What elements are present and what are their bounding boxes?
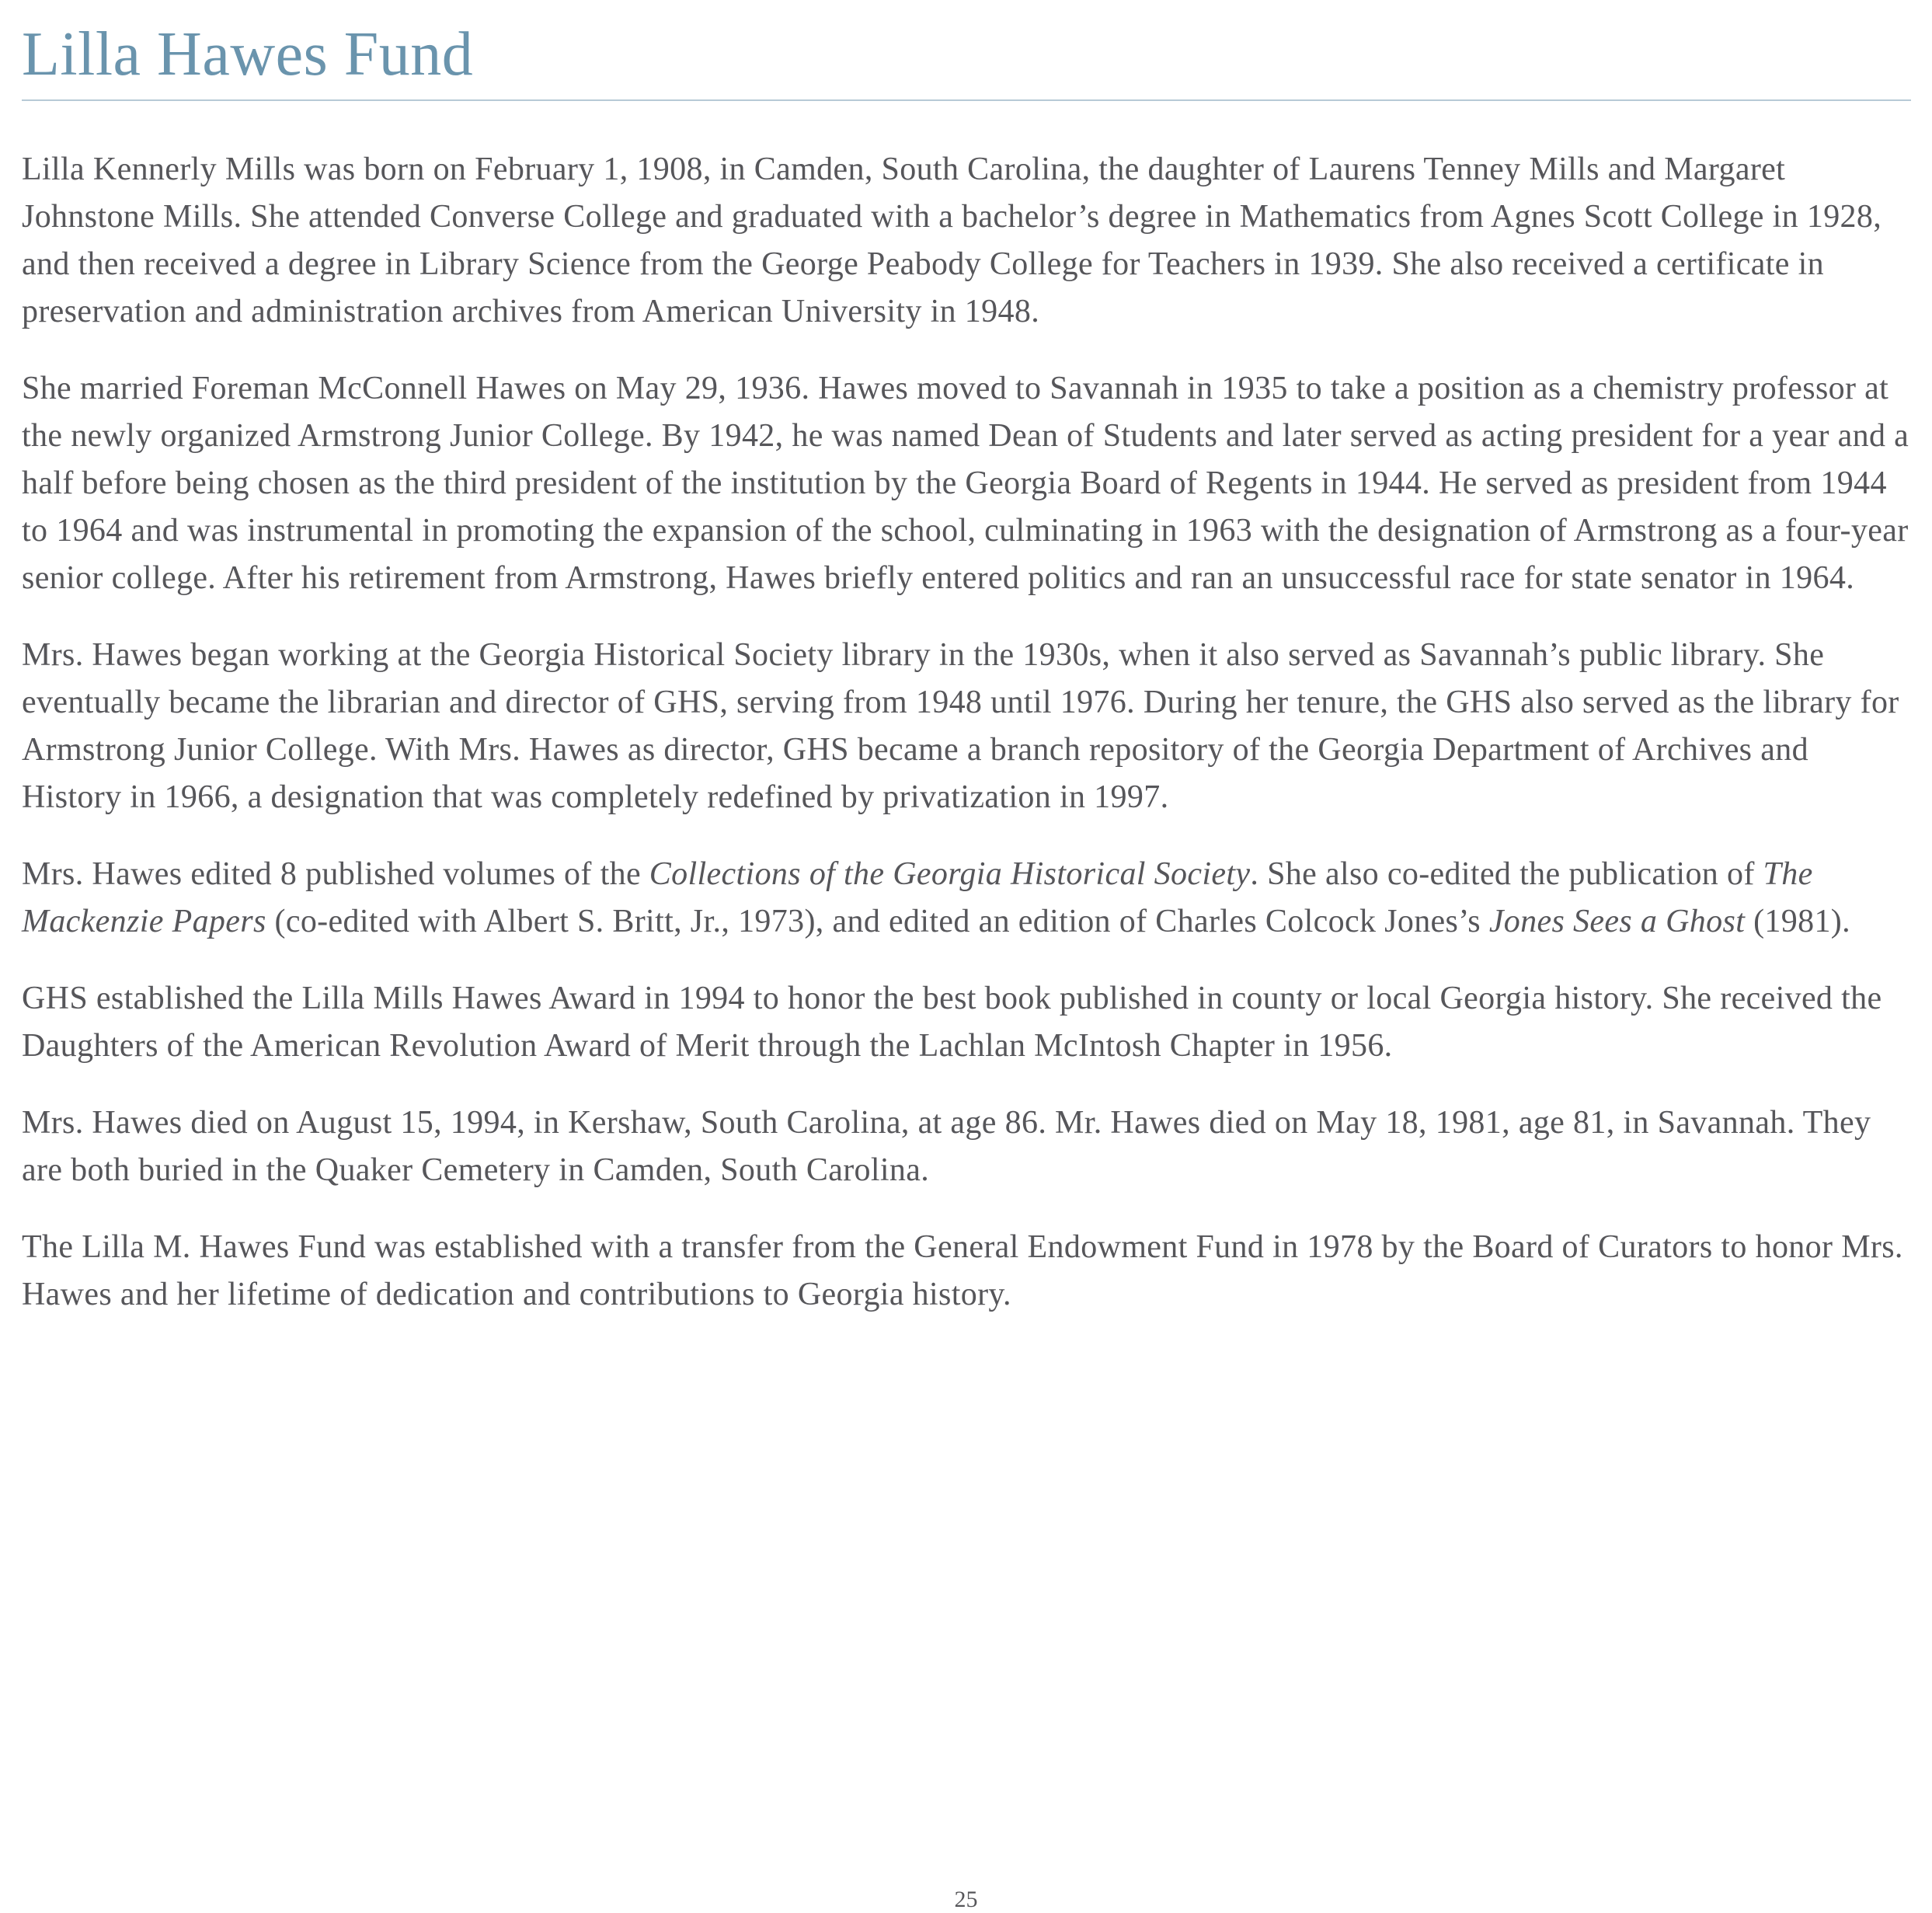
page-title: Lilla Hawes Fund xyxy=(22,20,474,89)
paragraph-awards: GHS established the Lilla Mills Hawes Award in 1994 to honor the best book published in county or local Georgia history. She received the Daughters of the American Revolution Award of Merit through the Lachlan McIntosh Chapter in 1956. xyxy=(22,981,1882,1064)
paragraph-ghs-career: Mrs. Hawes began working at the Georgia Historical Society library in the 1930s, when it also served as Savannah’s public library. She eventually became the librarian and director of GHS, serving from 1948 until 1976. During her tenure, the GHS also served as the library for Armstrong Junior College. With Mrs. Hawes as director, GHS became a branch repository of the Georgia Department of Archives and History in 1966, a designation that was completely redefined by privatization in 1997. xyxy=(22,637,1899,815)
paragraph-early-life: Lilla Kennerly Mills was born on February 1, 1908, in Camden, South Carolina, the daughter of Laurens Tenney Mills and Margaret Johnstone Mills. She attended Converse College and graduated with a bachelor’s degree in Mathematics from Agnes Scott College in 1928, and then received a degree in Library Science from the George Peabody College for Teachers in 1939. She also received a certificate in preservation and administration archives from American University in 1948. xyxy=(22,152,1882,329)
page-number: 25 xyxy=(954,1887,978,1912)
paragraph-fund-establishment: The Lilla M. Hawes Fund was established with a transfer from the General Endowment Fund in 1978 by the Board of Curators to honor Mrs. Hawes and her lifetime of dedication and contributions to Georgia history. xyxy=(22,1229,1903,1312)
paragraph-publications xyxy=(22,851,1911,946)
paragraph-text: (1981). xyxy=(1745,904,1850,939)
book-title-collections: Collections of the Georgia Historical Society xyxy=(649,856,1251,892)
paragraph-text: Mrs. Hawes edited 8 published volumes of the xyxy=(22,856,649,892)
book-title-jones-sees-a-ghost: Jones Sees a Ghost xyxy=(1488,904,1746,939)
title-divider xyxy=(22,99,1911,101)
book-title-mackenzie-papers: The Mackenzie Papers xyxy=(22,856,1813,939)
paragraph-deaths: Mrs. Hawes died on August 15, 1994, in Kershaw, South Carolina, at age 86. Mr. Hawes died on May 18, 1981, age 81, in Savannah. They are both buried in the Quaker Cemetery in Camden, South Carolina. xyxy=(22,1105,1871,1188)
document-page xyxy=(22,0,1911,1348)
paragraph-text: . She also co-edited the publication of xyxy=(1250,856,1763,892)
paragraph-marriage: She married Foreman McConnell Hawes on May 29, 1936. Hawes moved to Savannah in 1935 to take a position as a chemistry professor at the newly organized Armstrong Junior College. By 1942, he was named Dean of Students and later served as acting president for a year and a half before being chosen as the third president of the institution by the Georgia Board of Regents in 1944. He served as president from 1944 to 1964 and was instrumental in promoting the expansion of the school, culminating in 1963 with the designation of Armstrong as a four-year senior college. After his retirement from Armstrong, Hawes briefly entered politics and ran an unsuccessful race for state senator in 1964. xyxy=(22,371,1909,596)
paragraph-text: (co-edited with Albert S. Britt, Jr., 1973), and edited an edition of Charles Colcock Jones’s xyxy=(266,904,1489,939)
